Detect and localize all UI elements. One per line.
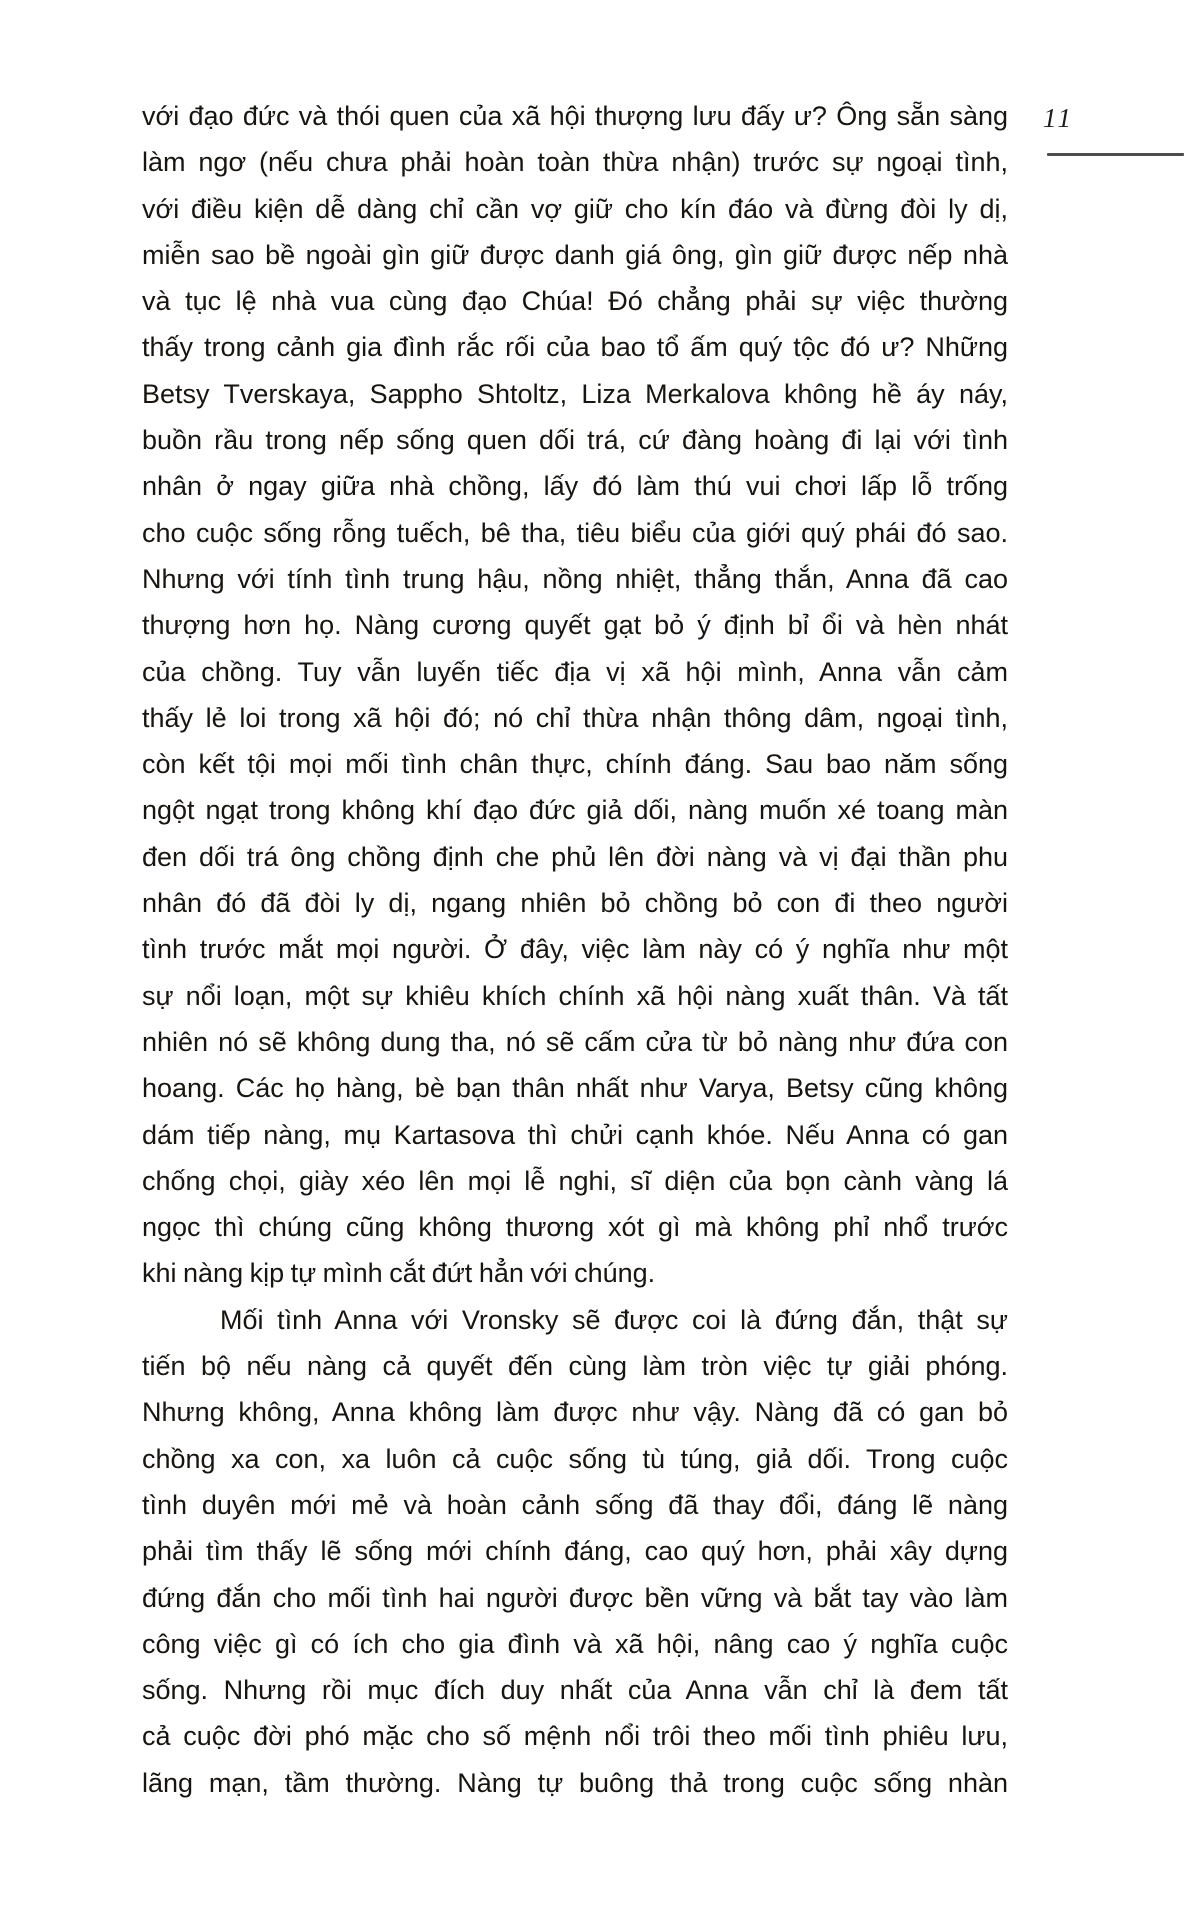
text-line: sự nổi loạn, một sự khiêu khích chính xã hội nàng xuất thân. Và tất: [142, 980, 1008, 1011]
text-line: nhân đó đã đòi ly dị, ngang nhiên bỏ chồng bỏ con đi theo người: [142, 888, 1008, 919]
text-line: khi nàng kịp tự mình cắt đứt hẳn với chúng.: [142, 1258, 656, 1289]
text-line: lãng mạn, tầm thường. Nàng tự buông thả trong cuộc sống nhàn: [142, 1767, 1008, 1798]
text-line: cả cuộc đời phó mặc cho số mệnh nổi trôi theo mối tình phiêu lưu,: [142, 1721, 1008, 1752]
text-line: đứng đắn cho mối tình hai người được bền vững và bắt tay vào làm: [142, 1582, 1008, 1613]
text-line: Nhưng với tính tình trung hậu, nồng nhiệt, thẳng thắn, Anna đã cao: [142, 563, 1008, 594]
text-line: Nhưng không, Anna không làm được như vậy. Nàng đã có gan bỏ: [142, 1397, 1008, 1428]
header-rule: [1047, 153, 1184, 156]
text-line: thấy trong cảnh gia đình rắc rối của bao tổ ấm quý tộc đó ư? Những: [142, 332, 1008, 363]
text-line: ngọc thì chúng cũng không thương xót gì mà không phỉ nhổ trước: [142, 1212, 1008, 1243]
text-line: miễn sao bề ngoài gìn giữ được danh giá ông, gìn giữ được nếp nhà: [142, 239, 1008, 270]
text-line: nhiên nó sẽ không dung tha, nó sẽ cấm cửa từ bỏ nàng như đứa con: [142, 1026, 1008, 1057]
text-line: ngột ngạt trong không khí đạo đức giả dối, nàng muốn xé toang màn: [142, 795, 1008, 826]
text-line: tiến bộ nếu nàng cả quyết đến cùng làm tròn việc tự giải phóng.: [142, 1351, 1008, 1382]
text-line: hoang. Các họ hàng, bè bạn thân nhất như Varya, Betsy cũng không: [142, 1073, 1008, 1104]
text-line: chống chọi, giày xéo lên mọi lễ nghi, sĩ diện của bọn cành vàng lá: [142, 1165, 1008, 1196]
text-line: chồng xa con, xa luôn cả cuộc sống tù túng, giả dối. Trong cuộc: [142, 1443, 1008, 1474]
text-line: cho cuộc sống rỗng tuếch, bê tha, tiêu biểu của giới quý phái đó sao.: [142, 517, 1008, 548]
text-line: tình trước mắt mọi người. Ở đây, việc làm này có ý nghĩa như một: [142, 934, 1008, 965]
text-line: làm ngơ (nếu chưa phải hoàn toàn thừa nhận) trước sự ngoại tình,: [142, 147, 1008, 178]
body-text: [142, 93, 1008, 1806]
text-line: đen dối trá ông chồng định che phủ lên đời nàng và vị đại thần phu: [142, 841, 1008, 872]
text-line: thượng hơn họ. Nàng cương quyết gạt bỏ ý định bỉ ổi và hèn nhát: [142, 610, 1008, 641]
text-line: thấy lẻ loi trong xã hội đó; nó chỉ thừa nhận thông dâm, ngoại tình,: [142, 702, 1008, 733]
text-line: tình duyên mới mẻ và hoàn cảnh sống đã thay đổi, đáng lẽ nàng: [142, 1489, 1008, 1520]
text-line: còn kết tội mọi mối tình chân thực, chính đáng. Sau bao năm sống: [142, 749, 1008, 780]
text-line: Betsy Tverskaya, Sappho Shtoltz, Liza Merkalova không hề áy náy,: [142, 378, 1008, 409]
text-line: sống. Nhưng rồi mục đích duy nhất của Anna vẫn chỉ là đem tất: [142, 1675, 1008, 1706]
text-line: và tục lệ nhà vua cùng đạo Chúa! Đó chẳng phải sự việc thường: [142, 286, 1008, 317]
text-line: Mối tình Anna với Vronsky sẽ được coi là đứng đắn, thật sự: [220, 1304, 1008, 1335]
page-number: 11: [1043, 103, 1074, 133]
text-line: buồn rầu trong nếp sống quen dối trá, cứ đàng hoàng đi lại với tình: [142, 425, 1008, 456]
text-line: với đạo đức và thói quen của xã hội thượng lưu đấy ư? Ông sẵn sàng: [142, 101, 1008, 131]
text-line: công việc gì có ích cho gia đình và xã hội, nâng cao ý nghĩa cuộc: [142, 1628, 1008, 1659]
text-line: của chồng. Tuy vẫn luyến tiếc địa vị xã hội mình, Anna vẫn cảm: [142, 656, 1008, 687]
text-line: nhân ở ngay giữa nhà chồng, lấy đó làm thú vui chơi lấp lỗ trống: [142, 471, 1008, 502]
text-line: dám tiếp nàng, mụ Kartasova thì chửi cạnh khóe. Nếu Anna có gan: [142, 1119, 1008, 1150]
text-line: phải tìm thấy lẽ sống mới chính đáng, cao quý hơn, phải xây dựng: [142, 1536, 1008, 1567]
text-line: với điều kiện dễ dàng chỉ cần vợ giữ cho kín đáo và đừng đòi ly dị,: [142, 193, 1008, 224]
